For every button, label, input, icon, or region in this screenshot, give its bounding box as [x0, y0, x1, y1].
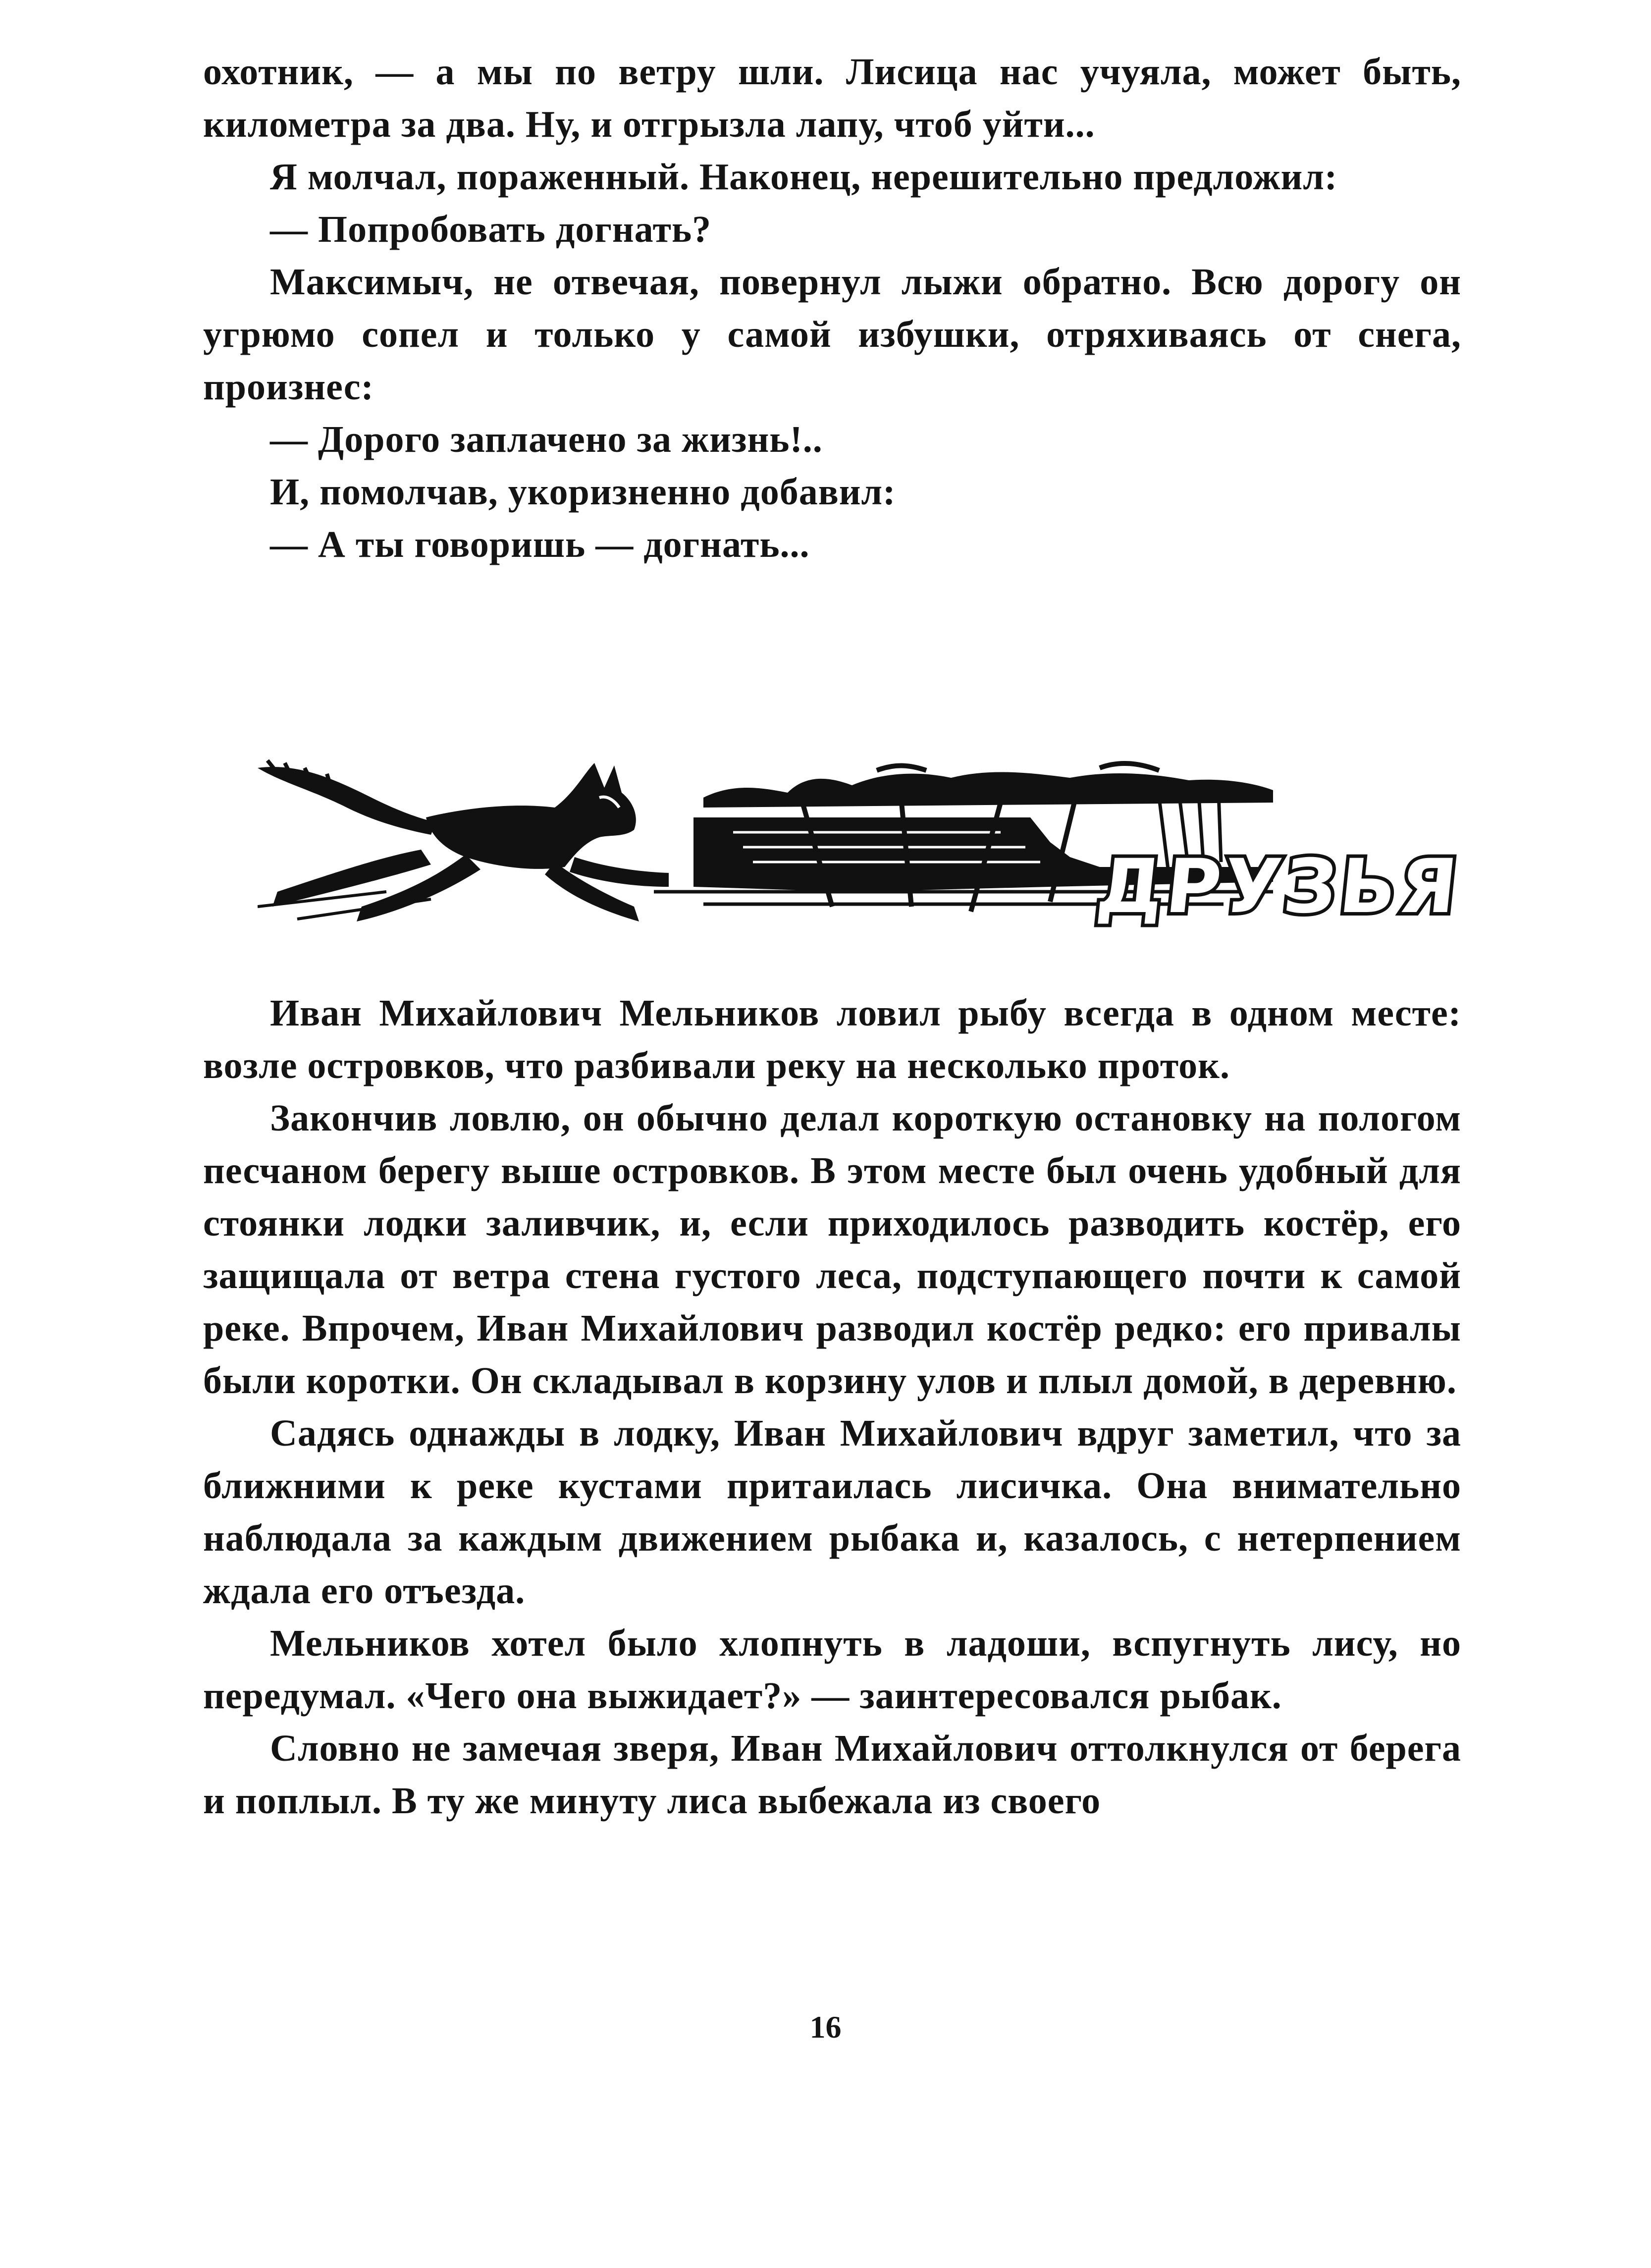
- paragraph: Закончив ловлю, он обычно делал короткую остановку на пологом песчаном берегу выше островков. В этом месте был очень удобный для стоянки лодки заливчик, и, если приходилось разводить костёр, его защищала от ветра стена густого леса, подступающего почти к самой реке. Впрочем, Иван Михайлович разводил костёр редко: его привалы были коротки. Он складывал в корзину улов и плыл домой, в деревню.: [203, 1097, 1461, 1402]
- paragraph: Мельников хотел было хлопнуть в ладоши, вспугнуть лису, но передумал. «Чего она выжидает?» — заинтересовался рыбак.: [203, 1622, 1461, 1717]
- paragraph: Словно не замечая зверя, Иван Михайлович оттолкнулся от берега и поплыл. В ту же минуту лиса выбежала из своего: [203, 1728, 1461, 1822]
- dialog-line: — Дорого заплачено за жизнь!..: [270, 419, 823, 460]
- page-number: 16: [809, 2009, 842, 2045]
- paragraph: охотник, — а мы по ветру шли. Лисица нас учуяла, может быть, километра за два. Ну, и отгрызла лапу, чтоб уйти...: [203, 51, 1461, 145]
- paragraph: Максимыч, не отвечая, повернул лыжи обратно. Всю дорогу он угрюмо сопел и только у самой избушки, отряхиваясь от снега, произнес:: [203, 261, 1461, 408]
- paragraph: Я молчал, пораженный. Наконец, нерешительно предложил:: [270, 156, 1338, 198]
- bottom-text-block: [203, 987, 1461, 1827]
- paragraph: И, помолчав, укоризненно добавил:: [270, 471, 896, 513]
- chapter-title: ДРУЗЬЯ: [1092, 844, 1464, 930]
- paragraph: Иван Михайлович Мельников ловил рыбу всегда в одном месте: возле островков, что разбивали реку на несколько проток.: [203, 992, 1461, 1086]
- paragraph: Садясь однажды в лодку, Иван Михайлович вдруг заметил, что за ближними к реке кустами притаилась лисичка. Она внимательно наблюдала за каждым движением рыбака и, казалось, с нетерпением ждала его отъезда.: [203, 1412, 1461, 1612]
- dialog-line: — А ты говоришь — догнать...: [270, 524, 810, 565]
- dialog-line: — Попробовать догнать?: [270, 209, 712, 250]
- top-text-block: [203, 46, 1461, 571]
